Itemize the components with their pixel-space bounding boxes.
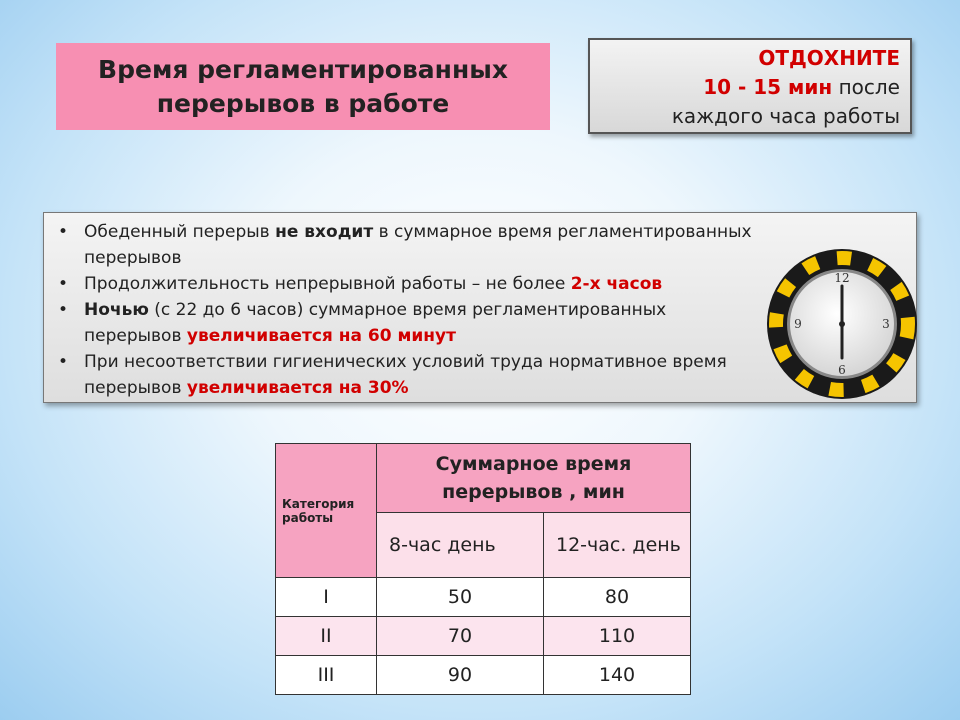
row-category: III [276, 656, 377, 695]
row-value-12h: 110 [544, 617, 691, 656]
rule-highlight: увеличивается на 60 минут [186, 326, 456, 346]
rest-after: после [832, 75, 900, 99]
rule-text: При несоответствии гигиенических условий труда нормативное время перерывов [84, 352, 727, 398]
row-value-8h: 90 [377, 656, 544, 695]
page-title [56, 43, 550, 130]
category-header: Категория работы [276, 444, 377, 578]
table-row [276, 617, 691, 656]
sum-header: Суммарное время перерывов , мин [377, 444, 691, 513]
clock-icon [766, 248, 918, 400]
row-category: I [276, 578, 377, 617]
rule-text: Продолжительность непрерывной работы – не более [84, 274, 571, 294]
rest-duration: 10 - 15 мин [703, 75, 833, 99]
table-row [276, 656, 691, 695]
title-line-1: Время регламентированных [98, 54, 508, 84]
rest-callout [588, 38, 912, 134]
rule-text: Обеденный перерыв [84, 222, 276, 242]
rule-highlight: увеличивается на 30% [186, 378, 409, 398]
clock-numeral-3: 3 [882, 317, 890, 331]
row-value-12h: 140 [544, 656, 691, 695]
rule-emphasis: не входит [275, 222, 374, 242]
row-category: II [276, 617, 377, 656]
rule-text: в суммарное время регламентированных перерывов [84, 222, 752, 268]
rest-heading: ОТДОХНИТЕ [758, 46, 900, 70]
rule-text: (с 22 до 6 часов) суммарное время регламентированных перерывов [84, 300, 667, 346]
rule-emphasis: Ночью [84, 300, 149, 320]
clock-center [839, 321, 845, 327]
clock-numeral-9: 9 [794, 317, 802, 331]
title-line-2: перерывов в работе [156, 88, 450, 118]
col-12h-header: 12-час. день [544, 513, 691, 578]
clock-numeral-6: 6 [838, 363, 846, 377]
clock-numeral-12: 12 [834, 271, 850, 285]
row-value-8h: 50 [377, 578, 544, 617]
rest-line-3: каждого часа работы [671, 104, 900, 128]
rest-line-2 [590, 73, 900, 102]
row-value-8h: 70 [377, 617, 544, 656]
col-8h-header: 8-час день [377, 513, 544, 578]
row-value-12h: 80 [544, 578, 691, 617]
breaks-table [275, 443, 691, 695]
rule-highlight: 2-х часов [570, 274, 663, 294]
table-row [276, 578, 691, 617]
